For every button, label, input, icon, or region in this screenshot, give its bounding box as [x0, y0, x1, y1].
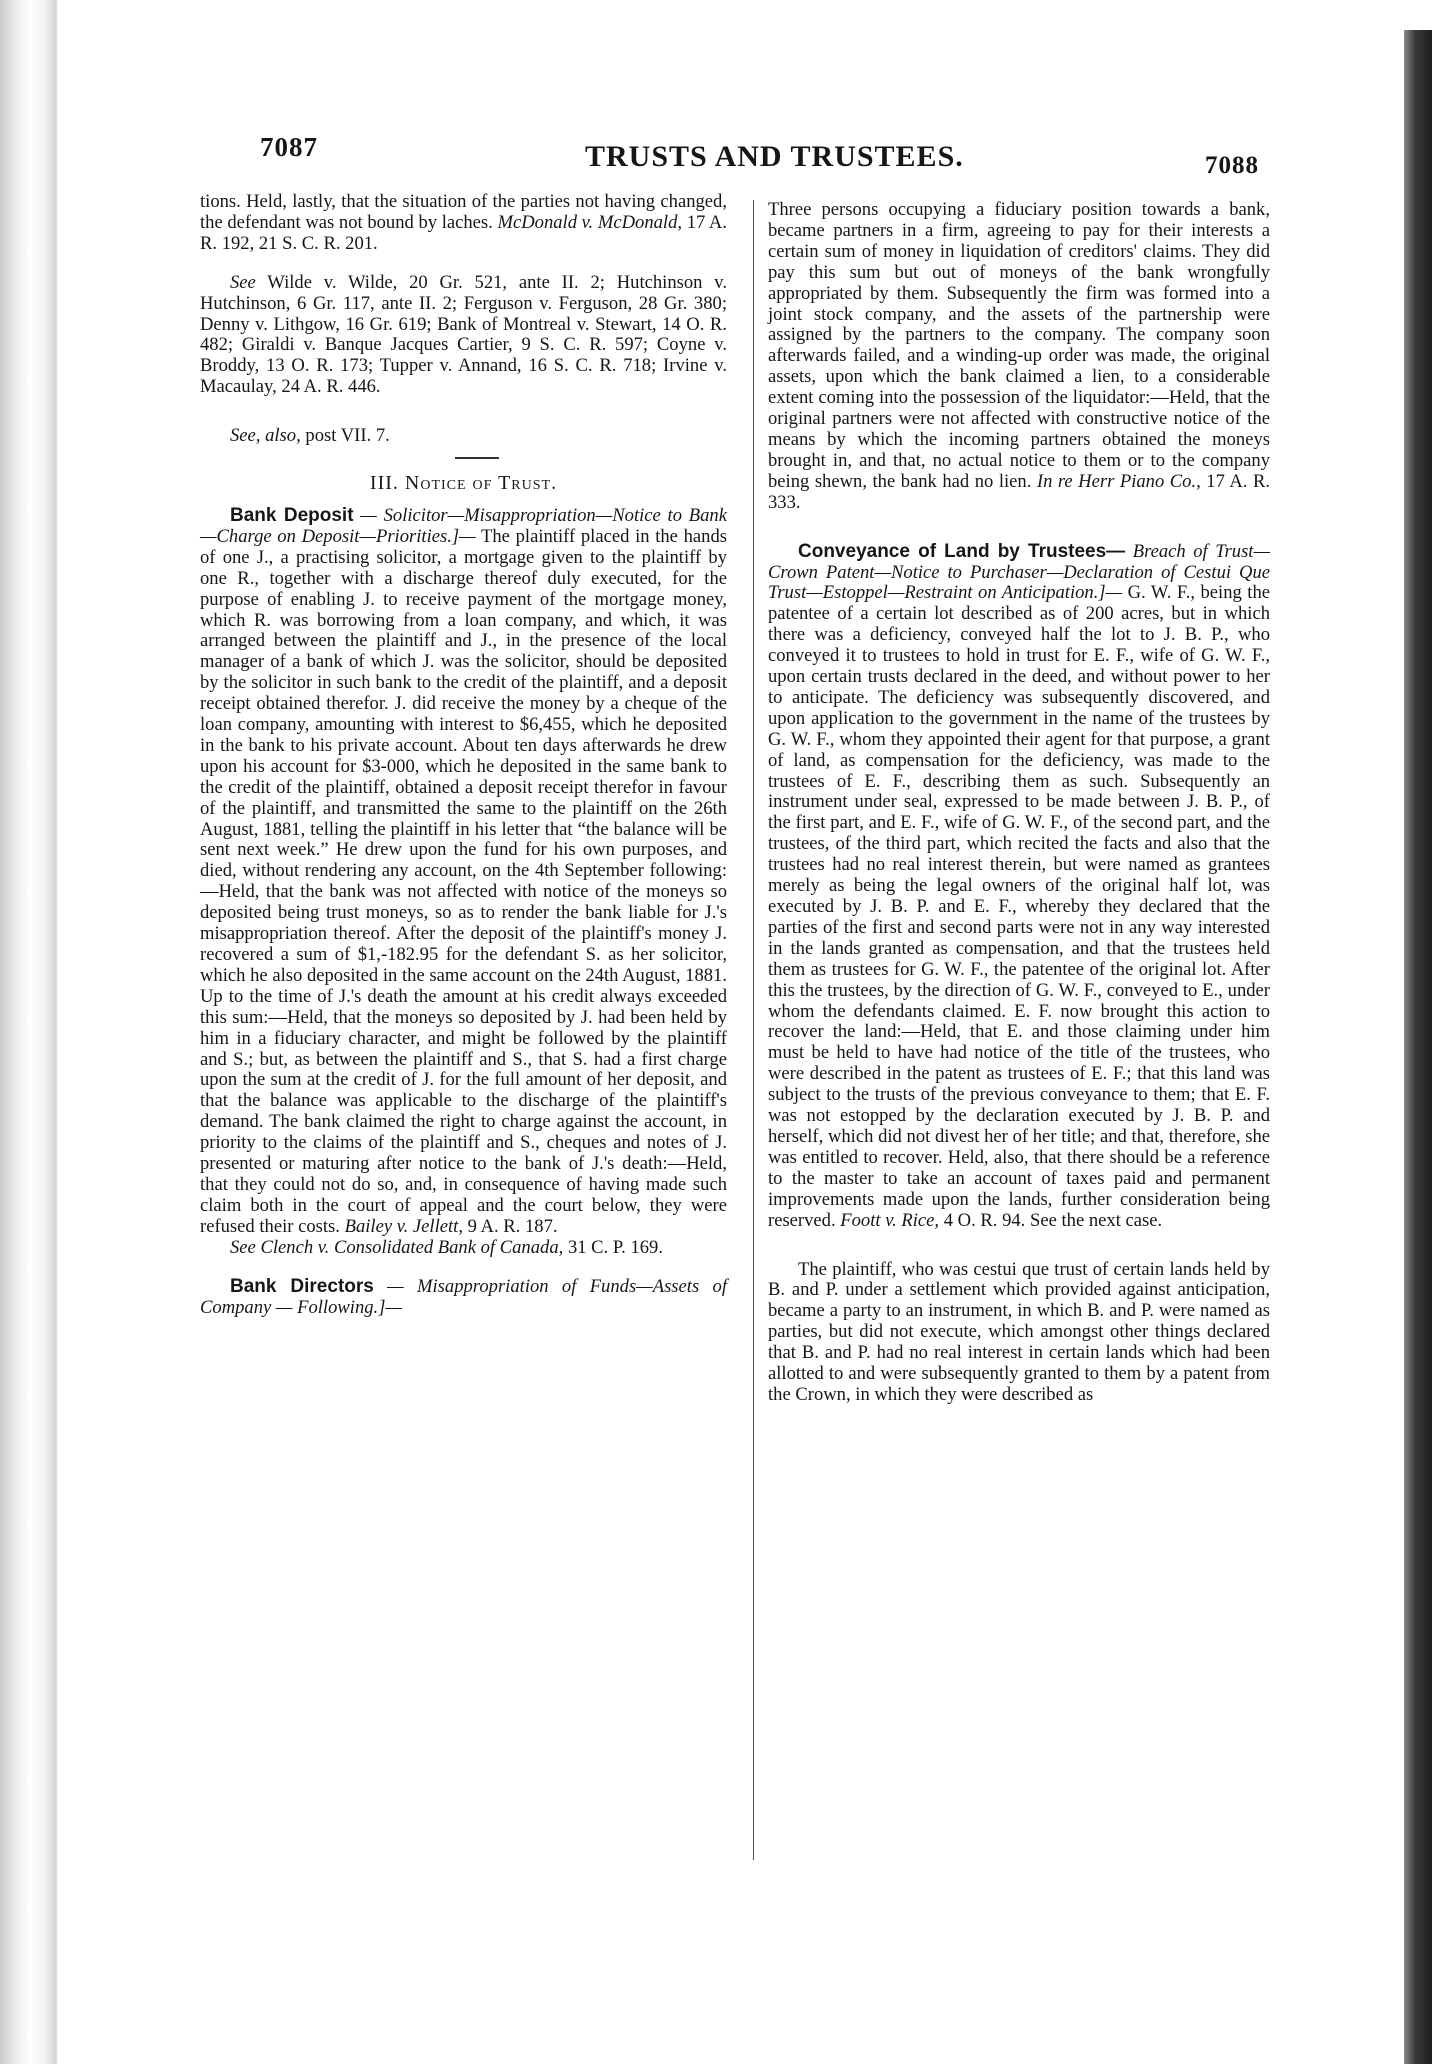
entry-heading: Bank Deposit [230, 504, 354, 526]
section-heading: III. Notice of Trust. [369, 472, 558, 495]
right-column [768, 200, 1270, 1406]
paragraph-laches: tions. Held, lastly, that the situation of the parties not having changed, the defendant was not bound by laches. McDonald v. McDonald, 17 A. R. 192, 21 S. C. R. 201. [200, 191, 728, 254]
page-number-left: 7087 [260, 132, 318, 162]
entry-subheading: — Misappropriation of Funds—Assets of Company — Following.]— [200, 1275, 727, 1318]
case-name: Bailey v. Jellett, [344, 1215, 463, 1237]
citation: 31 C. P. 169. [567, 1236, 663, 1258]
case-name: In re Herr Piano Co., [1036, 470, 1201, 492]
paragraph-cestui-que-trust: The plaintiff, who was cestui que trust of certain lands held by B. and P. under a settlement which provided against anticipation, became a party to an instrument, in which B. and P. were named as parties, but did not execute, which amongst other things declared that B. and P. had no real interest in certain lands which had been allotted to and were subsequently granted to them by a patent from the Crown, in which they were described as [768, 1258, 1270, 1405]
left-column [200, 192, 727, 1318]
citation: 17 A. R. 333. [768, 470, 1270, 513]
page-edge-shadow [1404, 30, 1432, 2064]
see-references: See Wilde v. Wilde, 20 Gr. 521, ante II. 2; Hutchinson v. Hutchinson, 6 Gr. 117, ante II. 2; Ferguson v. Ferguson, 28 Gr. 380; Denny v. Lithgow, 16 Gr. 619; Bank of Montreal v. Stewart, 14 O. R. 482; Giraldi v. Banque Jacques Cartier, 9 S. C. R. 597; Coyne v. Broddy, 13 O. R. 173; Tupper v. Annand, 16 S. C. R. 718; Irvine v. Macaulay, 24 A. R. 446. [200, 271, 728, 398]
page-number-right: 7088 [1205, 152, 1259, 179]
entry-bank-deposit: Bank Deposit — Solicitor—Misappropriation—Notice to Bank—Charge on Deposit—Priorities.]— The plaintiff placed in the hands of one J., a practising solicitor, a mortgage given to the plaintiff by one R., together with a discharge thereof duly executed, for the purpose of enabling J. to receive payment of the mortgage money, which R. was borrowing from a loan company, and which, it was arranged between the plaintiff and J., in the presence of the local manager of a bank of which J. was the solicitor, should be deposited by the solicitor in such bank to the credit of the plaintiff, and a deposit receipt obtained therefor. J. did receive the money by a cheque of the loan company, amounting with interest to $6,455, which he deposited in the bank to his private account. About ten days afterwards he drew upon his account for $3-000, which he deposited in the same bank to the credit of the plaintiff, obtained a deposit receipt therefor in favour of the plaintiff, and transmitted the same to the plaintiff on the 26th August, 1881, telling the plaintiff in his letter that “the balance will be sent next week.” He drew upon the fund for his own purposes, and died, without rendering any account, on the 4th September following:—Held, that the bank was not affected with notice of the moneys so deposited being trust moneys, so as to render the bank liable for J.'s misappropriation thereof. After the deposit of the plaintiff's money J. recovered a sum of $1,-182.95 for the defendant S. as her solicitor, which he also deposited in the same account on the 24th August, 1881. Up to the time of J.'s death the amount at his credit always exceeded this sum:—Held, that the moneys so deposited by J. had been held by him in a fiduciary character, and might be followed by the plaintiff and S.; but, as between the plaintiff and S., that S. had a first charge upon the sum at the credit of J. for the full amount of her deposit, and that the balance was applicable to the discharge of the plaintiff's demand. The bank claimed the right to charge against the account, in priority to the claims of the plaintiff and S., cheques and notes of J. presented or maturing after notice to the bank of J.'s death:—Held, that they could not do so, and, in consequence of having made such claim both in the court of appeal and the court below, they were refused their costs. Bailey v. Jellett, 9 A. R. 187. [200, 504, 728, 1237]
entry-subheading: Breach of Trust—Crown Patent—Notice to Purchaser—Declaration of Cestui Que Trust—Estoppel—Restraint on Anticipation.]— [768, 540, 1271, 604]
entry-subheading: — Solicitor—Misappropriation—Notice to Bank—Charge on Deposit—Priorities.]— [200, 504, 727, 547]
case-name: McDonald v. McDonald, [497, 211, 683, 233]
citation: 9 A. R. 187. [467, 1215, 558, 1237]
see-clench: See Clench v. Consolidated Bank of Canada, 31 C. P. 169. [230, 1236, 663, 1258]
entry-heading: Conveyance of Land by Trustees— [798, 540, 1126, 562]
case-name: Clench v. Consolidated Bank of Canada, [260, 1236, 564, 1258]
running-title: TRUSTS AND TRUSTEES. [585, 140, 964, 173]
cross-reference: See the next case. [1030, 1209, 1163, 1231]
entry-heading: Bank Directors [230, 1275, 374, 1297]
column-divider [753, 200, 754, 1860]
entry-bank-directors [200, 1277, 727, 1319]
citation: 4 O. R. 94. [943, 1209, 1026, 1231]
book-binding-edge [0, 0, 58, 2064]
section-rule [455, 457, 499, 459]
book-page [200, 130, 1270, 1930]
citation: 17 A. R. 192, 21 S. C. R. 201. [200, 211, 728, 254]
see-also: See, also, post VII. 7. [230, 425, 390, 447]
paragraph-herr-piano: Three persons occupying a fiduciary position towards a bank, became partners in a firm, agreeing to pay for their interests a certain sum of money in liquidation of creditors' claims. They did pay this sum but out of moneys of the bank wrongfully appropriated by them. Subsequently the firm was formed into a joint stock company, and the assets of the partnership were assigned by the partners to the company. The company soon afterwards failed, and a winding-up order was made, the original assets, upon which the bank claimed a lien, to a considerable extent coming into the possession of the liquidator:—Held, that the original partners were not affected with constructive notice of the means by which the incoming partners obtained the moneys brought in, and that, no actual notice to them or to the company being shewn, the bank had no lien. In re Herr Piano Co., 17 A. R. 333. [768, 199, 1270, 513]
entry-conveyance: Conveyance of Land by Trustees— Breach of Trust—Crown Patent—Notice to Purchaser—Declaration of Cestui Que Trust—Estoppel—Restraint on Anticipation.]— G. W. F., being the patentee of a certain lot described as of 200 acres, but in which there was a deficiency, conveyed half the lot to J. B. P., who conveyed it to trustees to hold in trust for E. F., wife of G. W. F., upon certain trusts declared in the deed, and without power to her to anticipate. The deficiency was subsequently discovered, and upon application to the government in the name of the trustees by G. W. F., whom they appointed their agent for that purpose, a grant of land, as compensation for the deficiency, was made to the trustees of E. F., describing them as such. Subsequently an instrument under seal, expressed to be made between J. B. P., of the first part, and E. F., wife of G. W. F., of the second part, and the trustees, of the third part, which recited the facts and also that the trustees had no real interest therein, but were named as grantees merely as being the legal owners of the original half lot, was executed by J. B. P. and E. F., whereby they declared that the parties of the first and second parts were not in any way interested in the lands granted as compensation, and that the trustees held them as trustees for G. W. F., the patentee of the original lot. After this the trustees, by the direction of G. W. F., conveyed to E., under whom the defendants claimed. E. F. now brought this action to recover the land:—Held, that E. and those claiming under him must be held to have had notice of the title of the trustees, who were described in the patent as trustees of E. F.; that this land was subject to the trusts of the previous conveyance to them; that E. F. was not estopped by the declaration executed by J. B. P. and herself, which did not divest her of her title; and that, therefore, she was entitled to recover. Held, also, that there should be a reference to the master to take an account of taxes paid and permanent improvements made upon the lands, further consideration being reserved. Foott v. Rice, 4 O. R. 94. See the next case. [768, 540, 1271, 1231]
case-name: Foott v. Rice, [840, 1209, 940, 1231]
running-header [200, 130, 1270, 190]
